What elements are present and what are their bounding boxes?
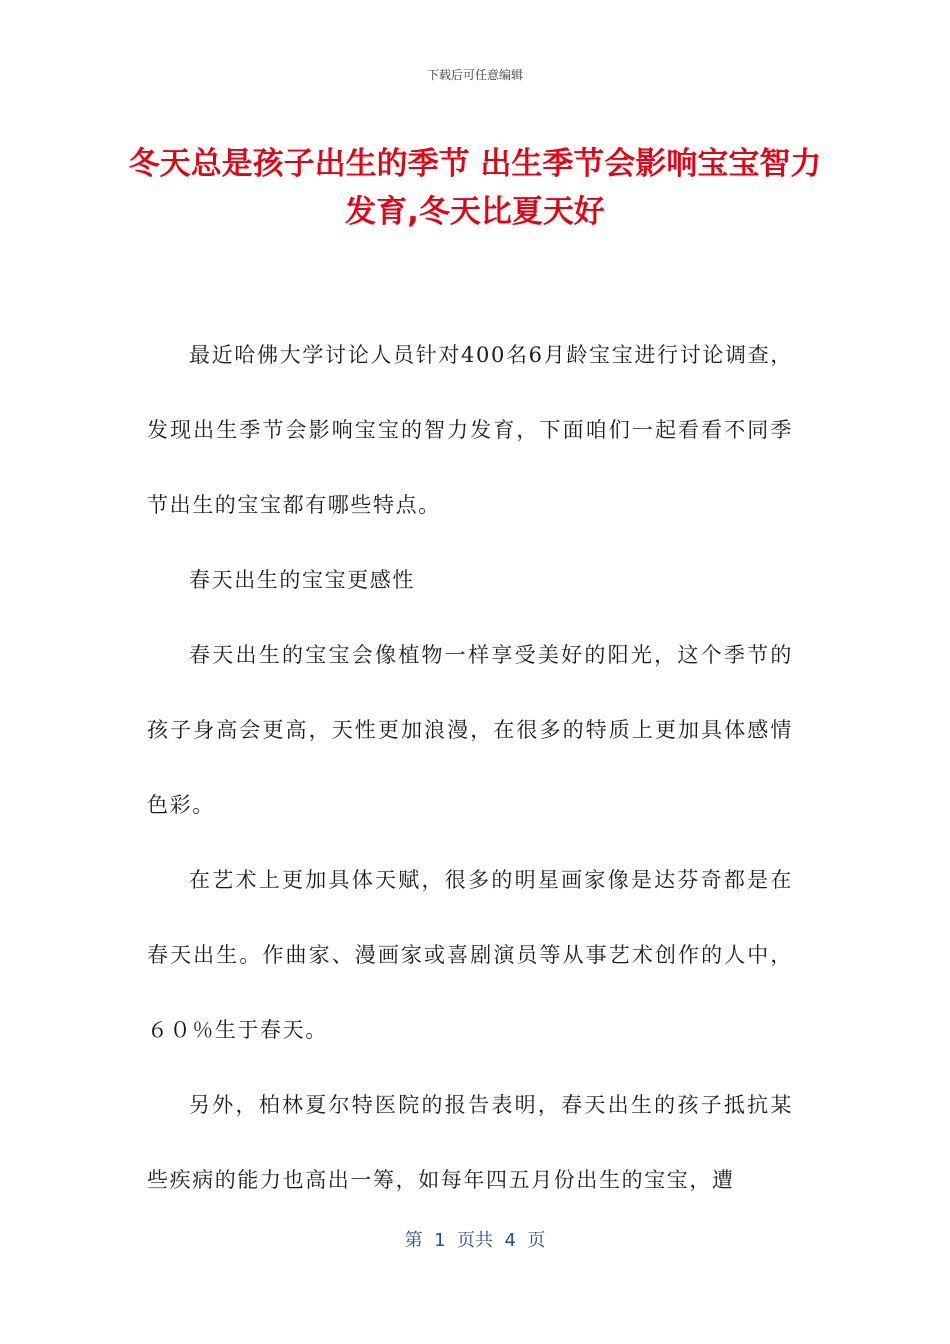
- paragraph-spring-traits: 春天出生的宝宝会像植物一样享受美好的阳光，这个季节的孩子身高会更高，天性更加浪漫，在很多的特质上更加具体感情色彩。: [147, 643, 793, 817]
- paragraph-intro: 最近哈佛大学讨论人员针对400名6月龄宝宝进行讨论调查，发现出生季节会影响宝宝的智力发育，下面咱们一起看看不同季节出生的宝宝都有哪些特点。: [147, 343, 793, 517]
- document-body: [147, 318, 793, 1218]
- paragraph-spring-art: 在艺术上更加具体天赋，很多的明星画家像是达芬奇都是在春天出生。作曲家、漫画家或喜剧演员等从事艺术创作的人中，６０％生于春天。: [147, 868, 793, 1042]
- header-note: 下载后可任意编辑: [426, 68, 523, 82]
- section-heading-spring: 春天出生的宝宝更感性: [189, 568, 415, 592]
- document-title: 冬天总是孩子出生的季节 出生季节会影响宝宝智力发育,冬天比夏天好: [128, 146, 822, 230]
- page-number-footer: 第 1 页共 4 页: [404, 1230, 546, 1251]
- paragraph-spring-health: 另外，柏林夏尔特医院的报告表明，春天出生的孩子抵抗某些疾病的能力也高出一筹，如每年四五月份出生的宝宝，遭: [147, 1093, 793, 1192]
